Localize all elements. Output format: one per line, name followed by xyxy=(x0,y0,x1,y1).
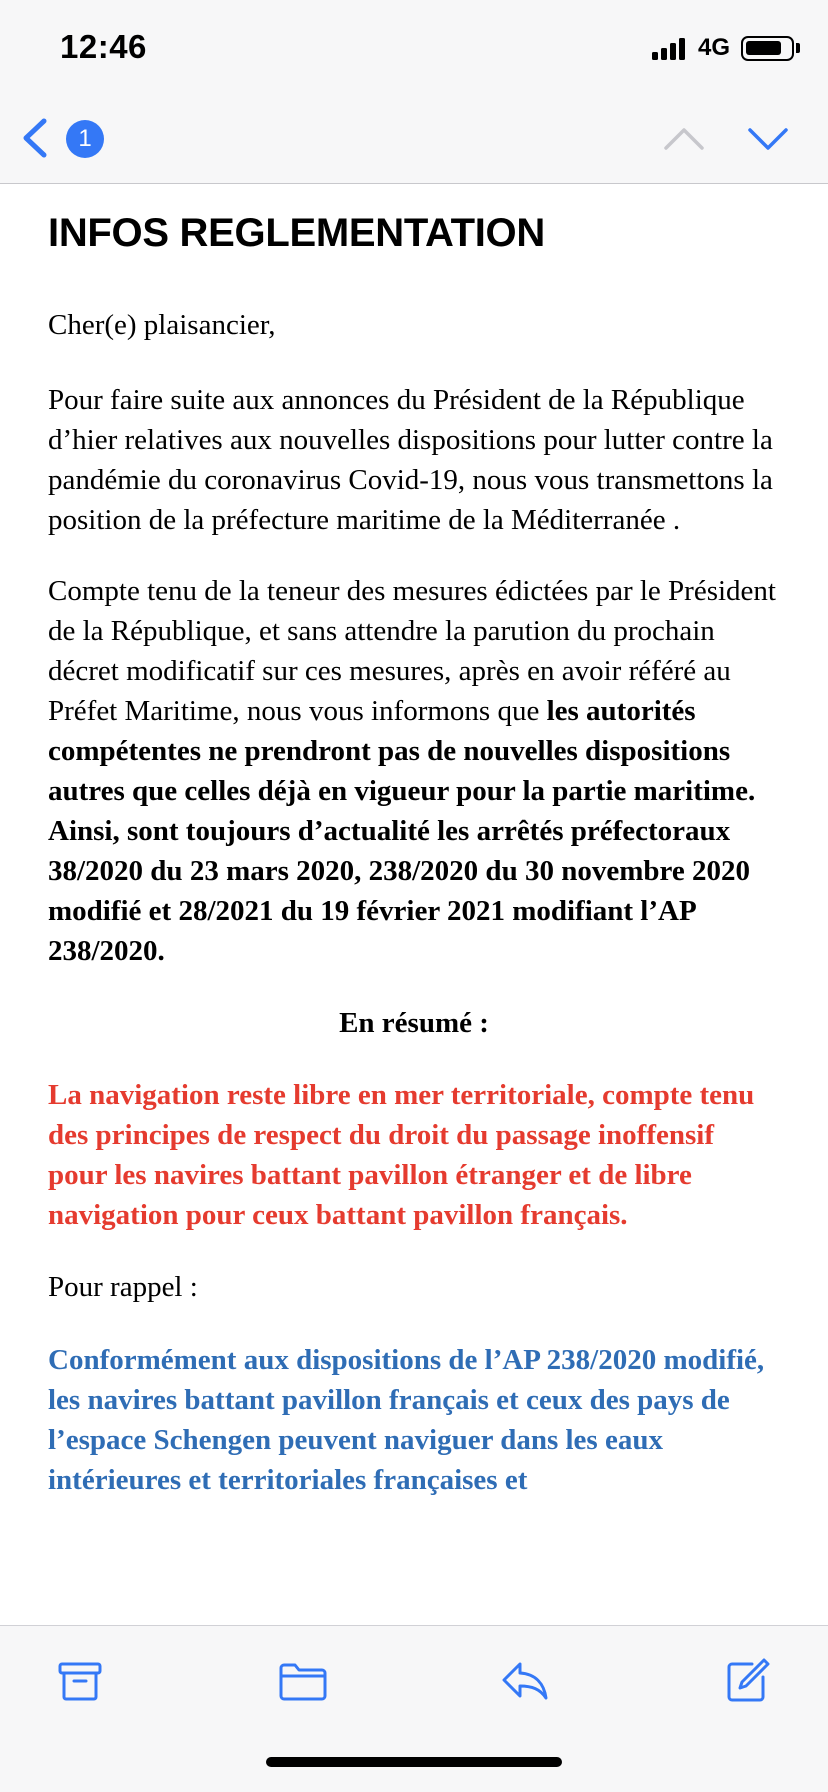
folder-icon[interactable] xyxy=(278,1656,328,1706)
status-bar xyxy=(0,0,828,100)
network-type-label: 4G xyxy=(698,34,731,61)
compte-normal-text: Compte tenu de la teneur des mesures édictées par le Président de la République, et sans attendre la parution du prochain décret modificatif sur ces mesures, après en avoir référé au Préfet Maritime, nous vous informons que xyxy=(48,575,776,727)
email-intro-paragraph: Pour faire suite aux annonces du Président de la République d’hier relatives aux nouvelles dispositions pour lutter contre la pandémie du coronavirus Covid-19, nous vous transmettons la position de la préfecture maritime de la Méditerranée . xyxy=(48,384,773,536)
email-rappel-label: Pour rappel : xyxy=(48,1271,198,1303)
archive-icon[interactable] xyxy=(56,1656,106,1706)
email-greeting: Cher(e) plaisancier, xyxy=(48,309,276,341)
reply-icon[interactable] xyxy=(500,1656,550,1706)
chevron-down-icon[interactable] xyxy=(744,124,792,154)
compose-icon[interactable] xyxy=(722,1656,772,1706)
email-red-paragraph: La navigation reste libre en mer territoriale, compte tenu des principes de respect du droit du passage inoffensif pour les navires battant pavillon étranger et de libre navigation pour ceux battant pavillon français. xyxy=(48,1079,755,1231)
cellular-signal-icon xyxy=(652,38,688,60)
battery-icon xyxy=(741,36,794,61)
back-count-badge[interactable]: 1 xyxy=(66,120,104,158)
email-resume-heading: En résumé : xyxy=(339,1007,489,1039)
email-heading: INFOS REGLEMENTATION xyxy=(48,211,545,255)
chevron-up-icon[interactable] xyxy=(660,124,708,154)
email-body xyxy=(0,185,828,1625)
home-indicator xyxy=(266,1757,562,1767)
battery-cap xyxy=(796,43,800,53)
mail-nav-bar xyxy=(0,100,828,184)
compte-bold-text: les autorités compétentes ne prendront pas de nouvelles dispositions autres que celles déjà en vigueur pour la partie maritime. Ainsi, sont toujours d’actualité les arrêtés préfectoraux 38/2020 du 23 mars 2020, 238/2020 du 30 novembre 2020 modifié et 28/2021 du 19 février 2021 modifiant l’AP 238/2020. xyxy=(48,695,756,967)
email-compte-paragraph xyxy=(48,571,780,971)
chevron-left-icon[interactable] xyxy=(20,117,50,159)
status-time: 12:46 xyxy=(60,28,147,65)
email-blue-paragraph: Conformément aux dispositions de l’AP 238/2020 modifié, les navires battant pavillon français et ceux des pays de l’espace Schengen peuvent naviguer dans les eaux intérieures et territoriales françaises et xyxy=(48,1344,765,1496)
